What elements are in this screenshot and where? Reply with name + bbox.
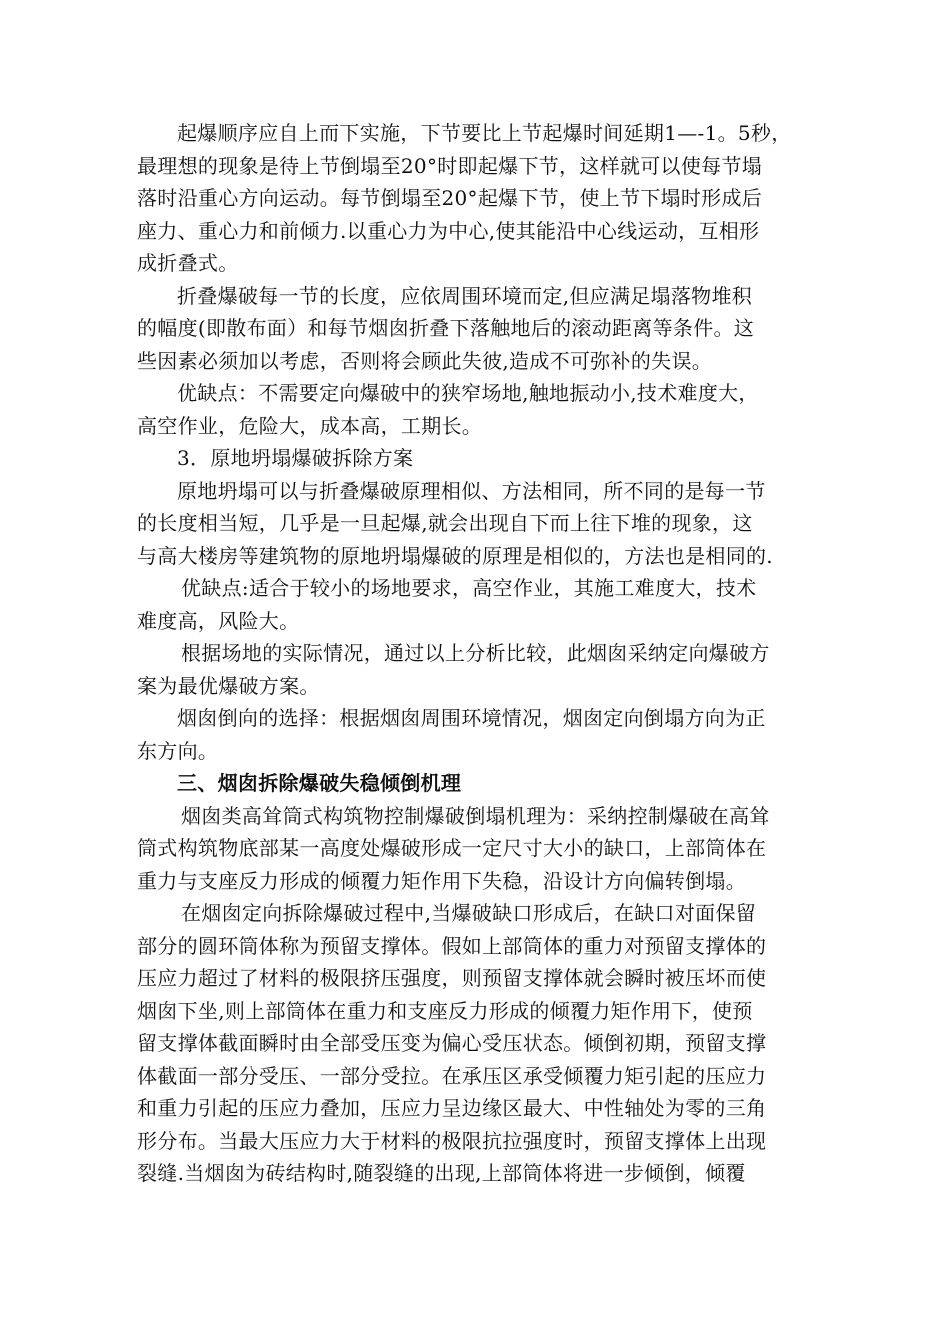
section-heading: 三、烟囱拆除爆破失稳倾倒机理 (177, 771, 462, 795)
text-line: 与高大楼房等建筑物的原地坍塌爆破的原理是相似的，方法也是相同的. (137, 543, 773, 568)
text-line: 形分布。当最大压应力大于材料的极限抗拉强度时，预留支撑体上出现 (137, 1128, 767, 1153)
text-line: 在烟囱定向拆除爆破过程中,当爆破缺口形成后，在缺口对面保留 (181, 901, 757, 925)
text-line: 的长度相当短，几乎是一旦起爆,就会出现自下而上往下堆的现象，这 (137, 511, 753, 535)
text-line: 留支撑体截面瞬时由全部受压变为偏心受压状态。倾倒初期，预留支撑 (137, 1031, 767, 1055)
text-line: 部分的圆环筒体称为预留支撑体。假如上部筒体的重力对预留支撑体的 (137, 933, 767, 958)
text-line: 压应力超过了材料的极限挤压强度，则预留支撑体就会瞬时被压坏而使 (137, 966, 767, 990)
text-line: 的幅度(即散布面）和每节烟囱折叠下落触地后的滚动距离等条件。这 (137, 316, 755, 340)
text-line: 座力、重心力和前倾力.以重心力为中心,使其能沿中心线运动，互相形 (137, 218, 760, 243)
text-line: 案为最优爆破方案。 (137, 673, 320, 698)
text-line: 难度高，风险大。 (137, 608, 300, 633)
text-line: 筒式构筑物底部某一高度处爆破形成一定尺寸大小的缺口，上部筒体在 (137, 836, 767, 860)
text-line: 烟囱类高耸筒式构筑物控制爆破倒塌机理为：采纳控制爆破在高耸 (181, 803, 770, 828)
document-page (137, 117, 837, 1190)
text-line: 和重力引起的压应力叠加，压应力呈边缘区最大、中性轴处为零的三角 (137, 1096, 767, 1120)
text-line: 落时沿重心方向运动。每节倒塌至20°起爆下节，使上节下塌时形成后 (137, 186, 763, 210)
text-line: 原地坍塌可以与折叠爆破原理相似、方法相同，所不同的是每一节 (177, 478, 766, 503)
text-line: 优缺点：不需要定向爆破中的狭窄场地,触地振动小,技术难度大， (177, 381, 759, 405)
text-line: 3．原地坍塌爆破拆除方案 (177, 446, 414, 470)
text-line: 最理想的现象是待上节倒塌至20°时即起爆下节，这样就可以使每节塌 (137, 153, 763, 178)
text-line: 些因素必须加以考虑，否则将会顾此失彼,造成不可弥补的失误。 (137, 348, 713, 373)
text-line: 东方向。 (137, 738, 219, 763)
text-line: 起爆顺序应自上而下实施，下节要比上节起爆时间延期1—-1。5秒， (177, 121, 792, 145)
text-line: 折叠爆破每一节的长度，应依周围环境而定,但应满足塌落物堆积 (177, 283, 753, 308)
text-line: 烟囱倒向的选择：根据烟囱周围环境情况，烟囱定向倒塌方向为正 (177, 706, 766, 730)
text-line: 烟囱下坐,则上部筒体在重力和支座反力形成的倾覆力矩作用下，使预 (137, 998, 753, 1023)
text-line: 体截面一部分受压、一部分受拉。在承压区承受倾覆力矩引起的压应力 (137, 1063, 767, 1088)
text-line: 优缺点:适合于较小的场地要求，高空作业，其施工难度大，技术 (181, 576, 757, 600)
text-line: 高空作业，危险大，成本高，工期长。 (137, 413, 483, 438)
text-line: 根据场地的实际情况，通过以上分析比较，此烟囱采纳定向爆破方 (181, 641, 770, 665)
text-line: 裂缝.当烟囱为砖结构时,随裂缝的出现,上部筒体将进一步倾倒，倾覆 (137, 1161, 746, 1185)
text-line: 重力与支座反力形成的倾覆力矩作用下失稳，沿设计方向偏转倒塌。 (137, 868, 746, 893)
text-line: 成折叠式。 (137, 251, 239, 275)
